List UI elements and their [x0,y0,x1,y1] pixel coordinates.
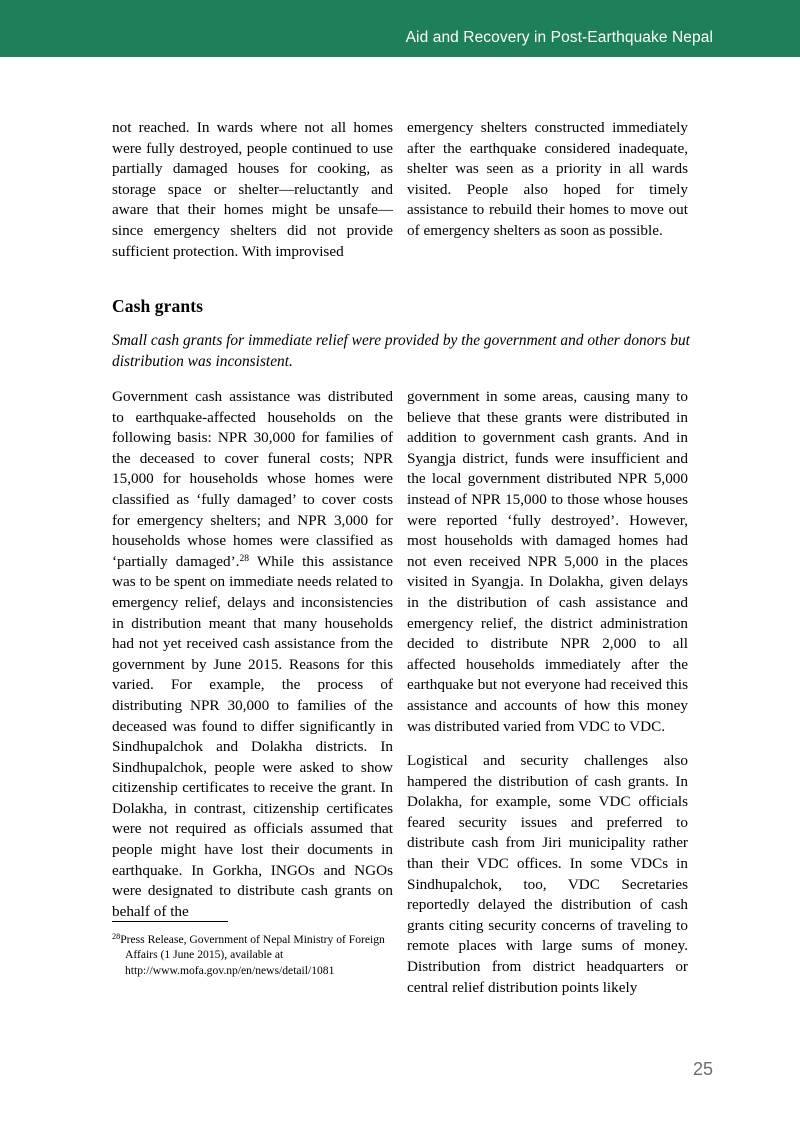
paragraph-continued-left: not reached. In wards where not all homes were fully destroyed, people continued to use partially damaged houses for cooking, as storage space or shelter—reluctantly and aware that their homes might be unsafe—since emergency shelters did not provide sufficient protection. With improvised [112,119,393,260]
paragraph-cash-assistance [112,387,393,922]
section-heading-cash-grants: Cash grants [112,296,204,316]
paragraph-cash-assistance-part1: Government cash assistance was distributed to earthquake-affected households on the following basis: NPR 30,000 for families of the deceased to cover funeral costs; NPR 15,000 for households whose homes were classified as ‘fully damaged’ to cover costs for emergency shelters; and NPR 3,000 for households whose homes were classified as ‘partially damaged’. [112,388,393,570]
footnote-block [112,921,393,978]
footnote-number: 28 [112,932,121,941]
footnote-28 [112,929,393,978]
column-right-top [407,118,688,262]
footnote-text: Press Release, Government of Nepal Ministry of Foreign Affairs (1 June 2015), available at http://www.mofa.gov.np/en/news/detail/1081 [120,933,385,977]
two-column-layout-main [112,387,713,998]
paragraph-cash-assistance-part2: While this assistance was to be spent on immediate needs related to emergency relief, delays and inconsistencies in distribution meant that many households had not yet received cash assistance from the government by June 2015. Reasons for this varied. For example, the process of distributing NPR 30,000 to families of the deceased was found to differ significantly in Sindhupalchok and Dolakha districts. In Sindhupalchok, people were asked to show citizenship certificates to receive the grant. In Dolakha, in contrast, citizenship certificates were not required as officials assumed that people might have lost their documents in earthquake. In Gorkha, INGOs and NGOs were designated to distribute cash grants on behalf of the [112,552,393,920]
two-column-layout-top [112,118,713,262]
running-header-band [0,0,800,57]
footnote-separator-rule [112,921,228,922]
continued-text-block [112,118,713,262]
section-header-block [112,296,713,372]
column-right-main [407,387,688,998]
paragraph-continued-right: emergency shelters constructed immediately after the earthquake considered inadequate, shelter was seen as a priority in all wards visited. People also hoped for timely assistance to rebuild their homes to move out of emergency shelters as soon as possible. [407,119,688,239]
section-standfirst: Small cash grants for immediate relief were provided by the government and other donors but distribution was inconsistent. [112,332,690,370]
column-left-main [112,387,393,920]
paragraph-government-grants: government in some areas, causing many to believe that these grants were distributed in addition to government cash grants. And in Syangja district, funds were insufficient and the local government distributed NPR 5,000 instead of NPR 15,000 to those whose houses were reported ‘fully destroyed’. However, most households with damaged homes had not even received NPR 5,000 in the places visited in Syangja. In Dolakha, given delays in the distribution of cash assistance and emergency relief, the district administration decided to distribute NPR 2,000 to all affected households immediately after the earthquake but not everyone had received this assistance and accounts of how this money was distributed varied from VDC to VDC. [407,388,688,735]
main-text-block [112,387,713,998]
page-number: 25 [692,1059,713,1079]
footnote-reference-28[interactable]: 28 [239,552,250,564]
column-left-top [112,118,393,262]
running-header-title: Aid and Recovery in Post-Earthquake Nepal [405,29,713,46]
paragraph-logistical-challenges: Logistical and security challenges also hampered the distribution of cash grants. In Dolakha, for example, some VDC officials feared security issues and preferred to distribute cash from Jiri municipality rather than their VDC offices. In some VDCs in Sindhupalchok, too, VDC Secretaries reportedly delayed the distribution of cash grants citing security concerns of traveling to remote places with large sums of money. Distribution from district headquarters or central relief distribution points likely [407,752,688,996]
